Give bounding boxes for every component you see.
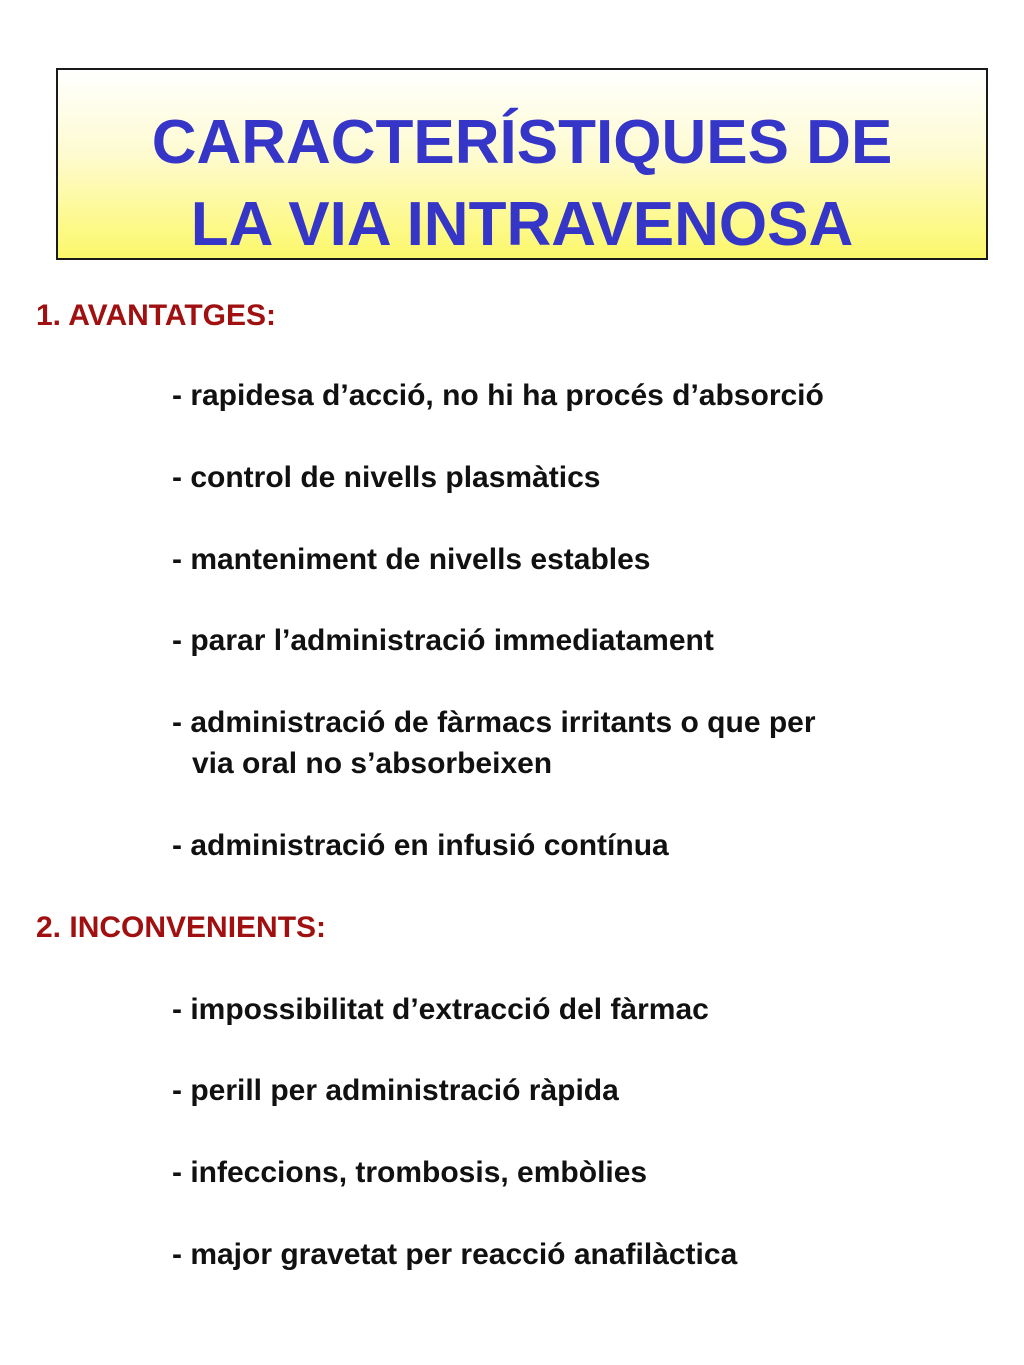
disadvantage-item-2: - perill per administració ràpida xyxy=(172,1074,619,1107)
advantage-item-5: - administració de fàrmacs irritants o que per xyxy=(172,706,816,739)
title-line-1: CARACTERÍSTIQUES DE xyxy=(151,108,893,177)
title-box xyxy=(56,68,988,260)
advantages-heading: 1. AVANTATGES: xyxy=(36,299,276,332)
advantage-item-1: - rapidesa d’acció, no hi ha procés d’absorció xyxy=(172,379,824,412)
advantage-item-5-continued: via oral no s’absorbeixen xyxy=(192,747,553,780)
disadvantages-heading: 2. INCONVENIENTS: xyxy=(36,911,327,944)
disadvantage-item-3: - infeccions, trombosis, embòlies xyxy=(172,1156,648,1189)
advantage-item-2: - control de nivells plasmàtics xyxy=(172,461,601,494)
disadvantage-item-4: - major gravetat per reacció anafilàctica xyxy=(172,1238,738,1271)
disadvantage-item-1: - impossibilitat d’extracció del fàrmac xyxy=(172,993,709,1026)
advantage-item-4: - parar l’administració immediatament xyxy=(172,624,714,657)
title-line-2: LA VIA INTRAVENOSA xyxy=(190,190,854,259)
advantage-item-6: - administració en infusió contínua xyxy=(172,829,669,862)
advantage-item-3: - manteniment de nivells estables xyxy=(172,543,651,576)
